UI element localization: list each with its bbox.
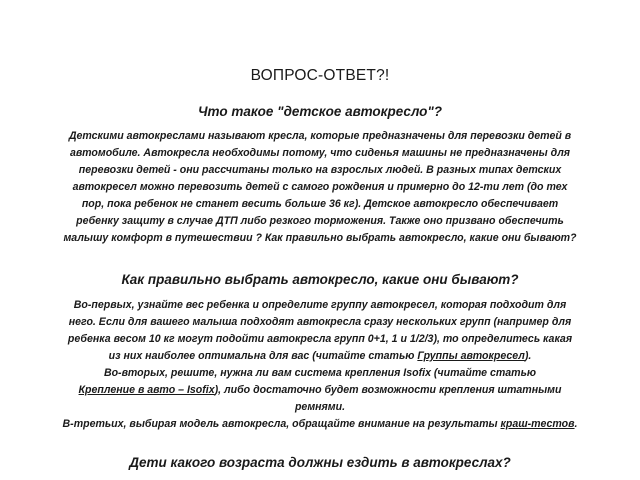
- section-heading-how-to-choose: Как правильно выбрать автокресло, какие они бывают?: [121, 272, 519, 287]
- line-text: ).: [524, 350, 532, 362]
- section-heading-what-is-car-seat: Что такое "детское автокресло"?: [197, 104, 443, 119]
- page-title: ВОПРОС-ОТВЕТ?!: [250, 67, 390, 84]
- paragraph-line: ребенка весом 10 кг могут подойти автокресла групп 0+1, 1 и 1/2/3), то определитесь какая: [67, 333, 573, 345]
- isofix-mount-link[interactable]: Крепление в авто – Isofix: [78, 384, 215, 396]
- section-paragraph-how-to-choose: [30, 297, 610, 433]
- crash-tests-link[interactable]: краш-тестов: [500, 418, 575, 430]
- paragraph-line: перевозки детей - они рассчитаны только на взрослых людей. В разных типах детских: [78, 164, 562, 176]
- paragraph-line: Во-вторых, решите, нужна ли вам система крепления Isofix (читайте статью: [103, 367, 537, 379]
- line-text: из них наиболее оптимальна для вас (читайте статью: [108, 350, 418, 362]
- paragraph-line: [30, 382, 610, 399]
- paragraph-line: пор, пока ребенок не станет весить больше 36 кг). Детское автокресло обеспечивает: [81, 198, 559, 210]
- paragraph-line: малышу комфорт в путешествии ? Как правильно выбрать автокресло, какие они бывают?: [63, 232, 577, 244]
- line-text: .: [574, 418, 578, 430]
- paragraph-line: ребенку защиту в случае ДТП либо резкого торможения. Также оно призвано обеспечить: [76, 215, 564, 227]
- paragraph-line: автомобиле. Автокресла необходимы потому, что сиденья машины не предназначены для: [69, 147, 571, 159]
- paragraph-line: Детскими автокреслами называют кресла, которые предназначены для перевозки детей в: [68, 130, 572, 142]
- line-text: ), либо достаточно будет возможности крепления штатными: [214, 384, 562, 396]
- paragraph-line: автокресел можно перевозить детей с самого рождения и примерно до 12-ти лет (до тех: [72, 181, 568, 193]
- section-paragraph-what-is-car-seat: [30, 128, 610, 247]
- paragraph-line: Во-первых, узнайте вес ребенка и определите группу автокресел, которая подходит для: [73, 299, 567, 311]
- paragraph-line: него. Если для вашего малыша подходят автокресла сразу нескольких групп (например для: [68, 316, 572, 328]
- paragraph-line: [30, 416, 610, 433]
- line-text: В-третьих, выбирая модель автокресла, обращайте внимание на результаты: [62, 418, 501, 430]
- car-seat-groups-link[interactable]: Группы автокресел: [417, 350, 525, 362]
- section-heading-what-age: Дети какого возраста должны ездить в автокреслах?: [129, 455, 511, 470]
- paragraph-line: ремнями.: [294, 401, 346, 413]
- paragraph-line: [30, 348, 610, 365]
